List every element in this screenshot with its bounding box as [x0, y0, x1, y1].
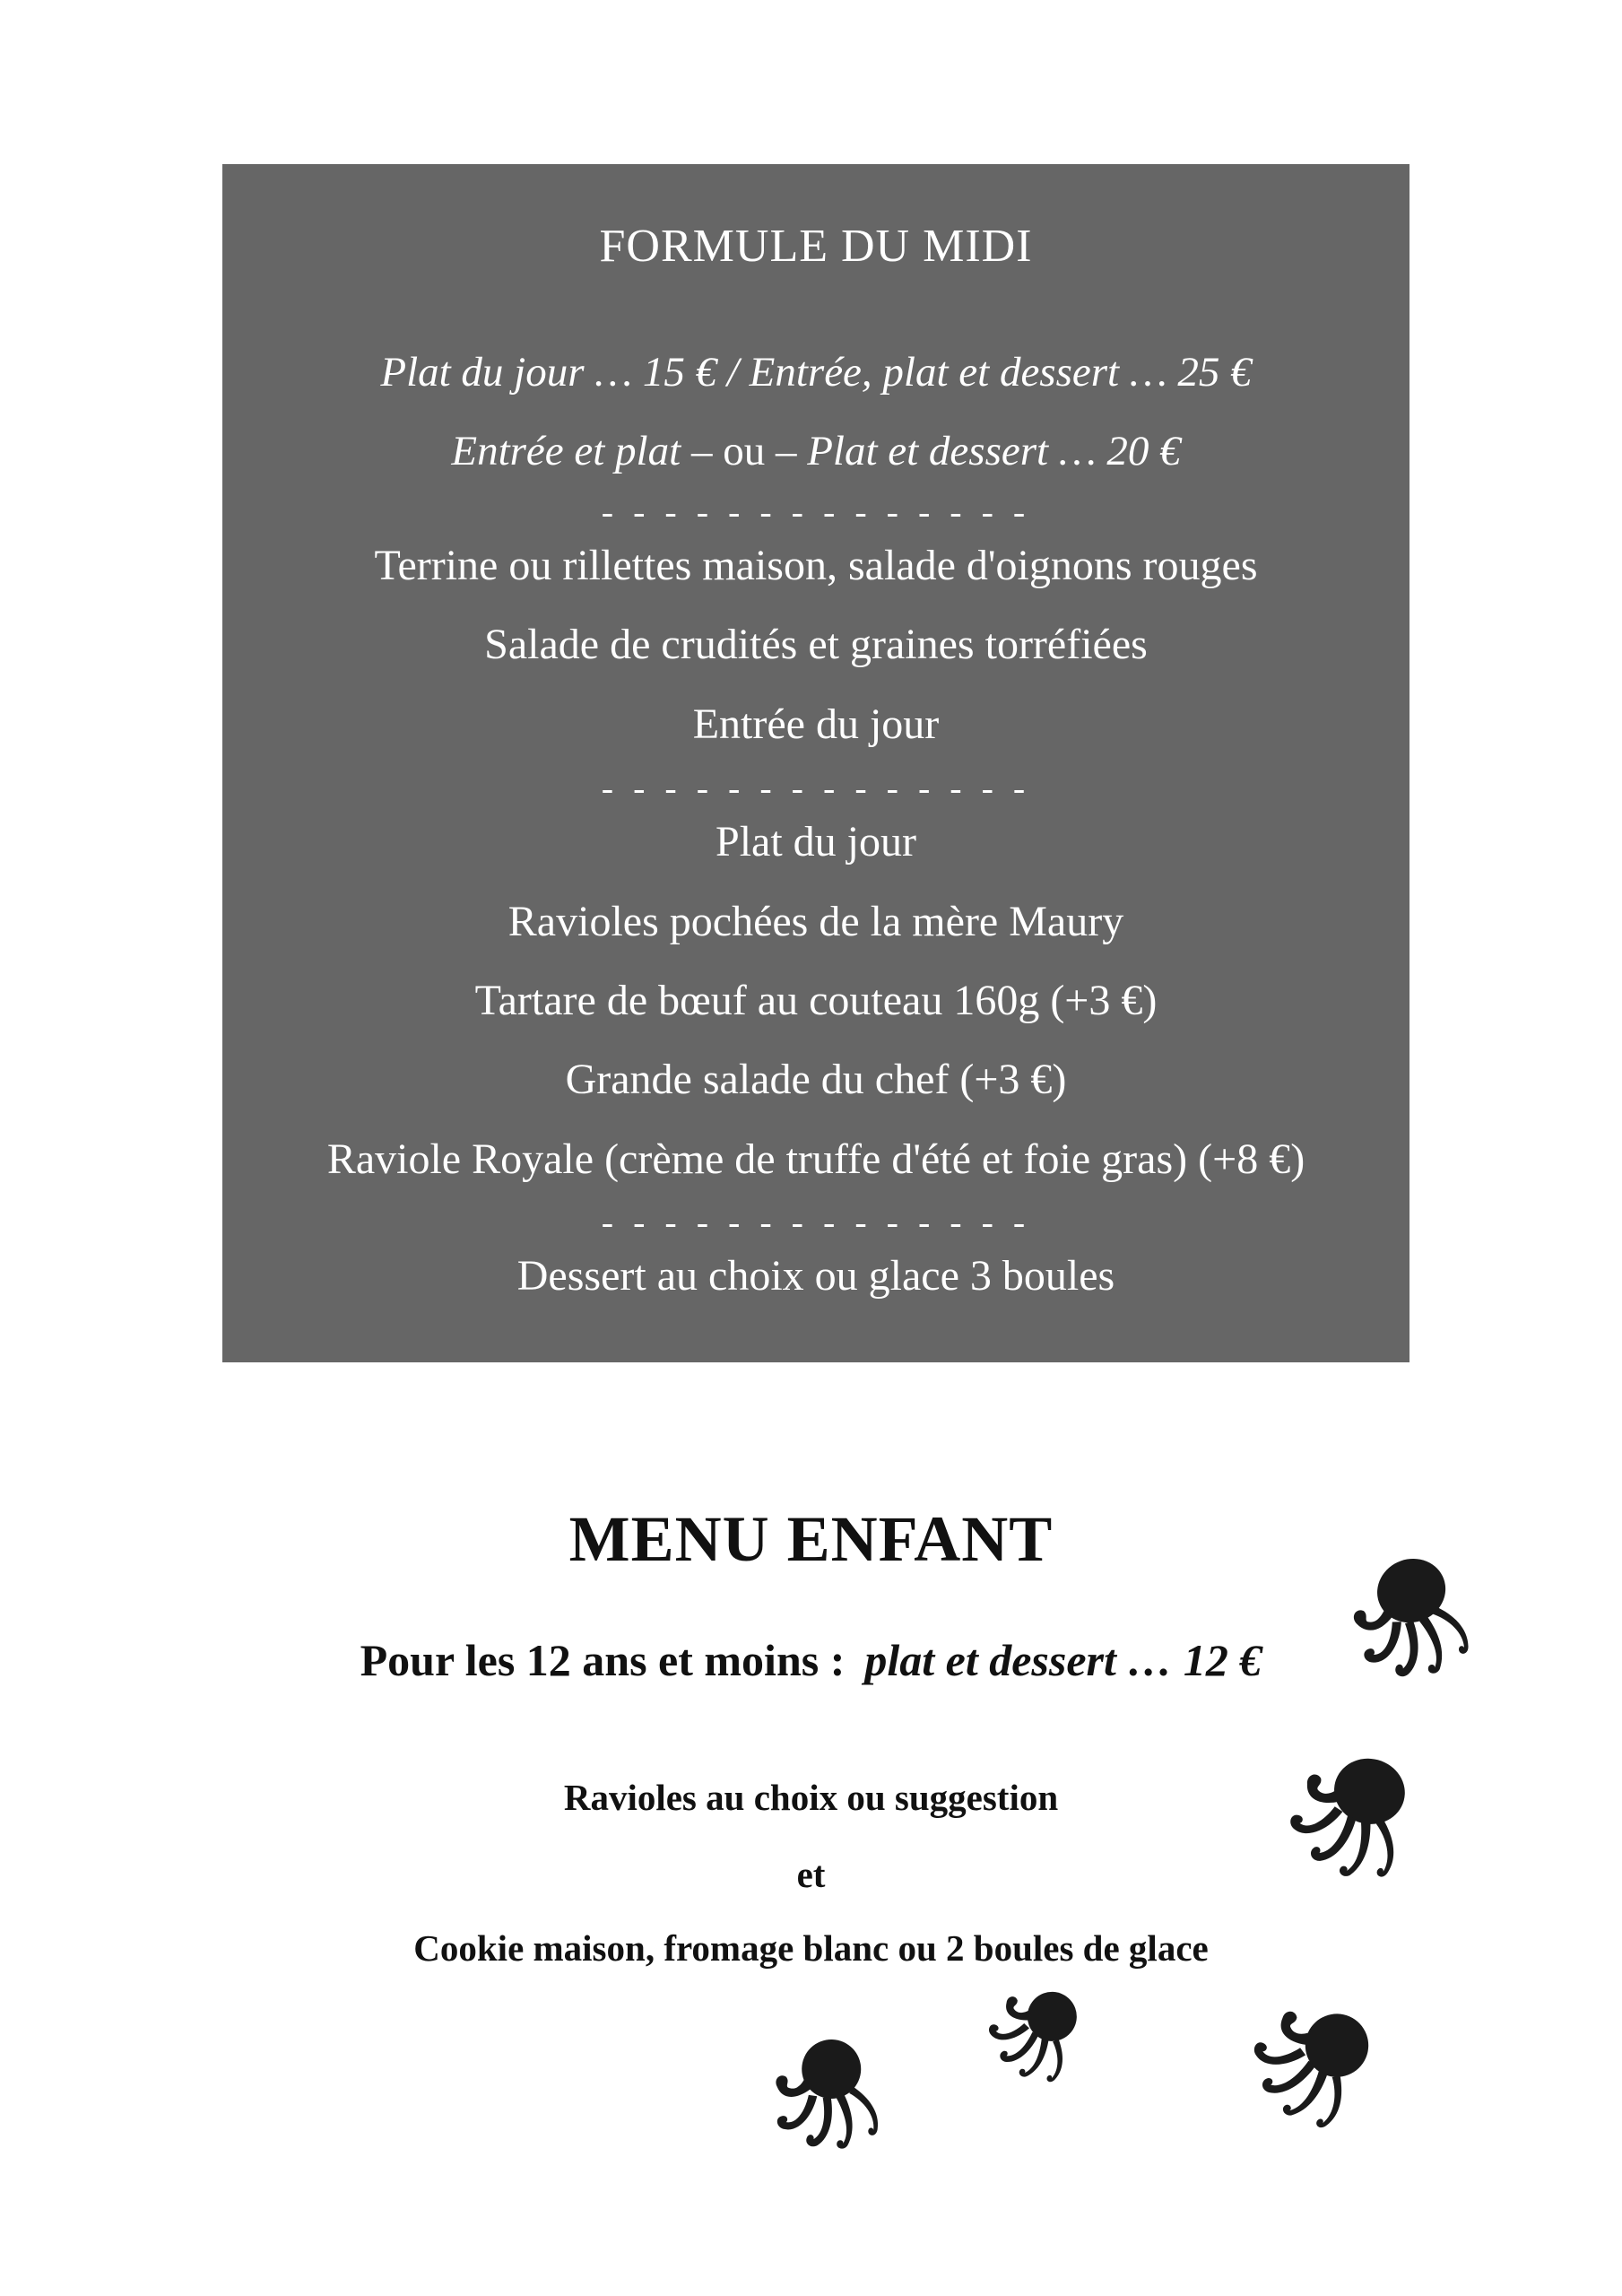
menu-enfant-item: Cookie maison, fromage blanc ou 2 boules de glace: [413, 1927, 1209, 1969]
plat-item: Raviole Royale (crème de truffe d'été et foie gras) (+8 €): [326, 1135, 1305, 1183]
plat-item: Grande salade du chef (+3 €): [565, 1056, 1067, 1103]
formule-price-line-1: Plat du jour … 15 € / Entrée, plat et dessert … 25 €: [380, 349, 1252, 396]
octopus-icon: [1325, 1550, 1496, 1693]
octopus-icon: [984, 1978, 1097, 2094]
octopus-icon: [1278, 1744, 1435, 1892]
dessert-item: Dessert au choix ou glace 3 boules: [516, 1252, 1115, 1300]
formule-price-line-2: [222, 427, 1409, 475]
menu-enfant-age: Pour les 12 ans et moins :: [360, 1635, 846, 1685]
formule-title: FORMULE DU MIDI: [599, 221, 1033, 272]
plat-item: Ravioles pochées de la mère Maury: [507, 898, 1124, 945]
menu-enfant-item: Ravioles au choix ou suggestion: [563, 1777, 1059, 1818]
menu-enfant-price: plat et dessert … 12 €: [864, 1635, 1262, 1685]
separator: - - - - - - - - - - - - - -: [601, 1202, 1031, 1242]
octopus-icon: [767, 2022, 901, 2175]
price-plat-dessert: Plat et dessert … 20 €: [807, 428, 1181, 474]
menu-enfant-item: et: [796, 1854, 826, 1895]
entree-item: Entrée du jour: [692, 700, 940, 748]
separator: - - - - - - - - - - - - - -: [601, 768, 1031, 808]
price-or-separator: – ou –: [681, 428, 808, 474]
formule-du-midi-panel: [222, 164, 1409, 1362]
price-entree-plat: Entrée et plat: [451, 428, 681, 474]
plat-item: Tartare de bœuf au couteau 160g (+3 €): [474, 977, 1158, 1024]
octopus-icon: [1242, 1996, 1394, 2139]
entree-item: Salade de crudités et graines torréfiées: [484, 621, 1148, 668]
plat-item: Plat du jour: [716, 818, 916, 865]
menu-enfant-title: MENU ENFANT: [568, 1503, 1054, 1575]
separator: - - - - - - - - - - - - - -: [601, 491, 1031, 532]
entree-item: Terrine ou rillettes maison, salade d'oignons rouges: [374, 542, 1258, 589]
